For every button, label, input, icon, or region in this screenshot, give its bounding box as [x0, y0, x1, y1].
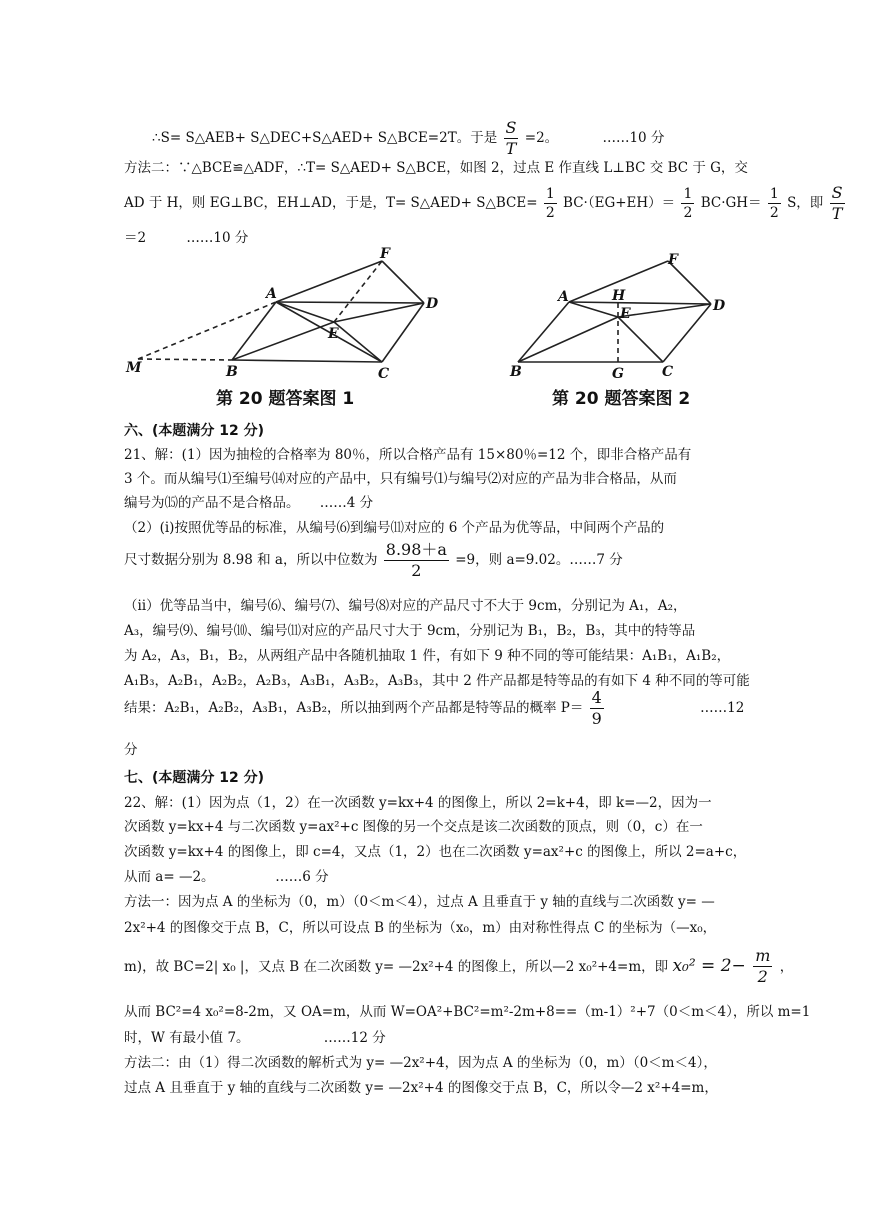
text-segment: 结果：A₂B₁，A₂B₂，A₃B₁，A₃B₂，所以抽到两个产品都是特等品的概率 P＝	[124, 700, 584, 716]
segment-cd	[663, 304, 711, 362]
fraction-denominator: 9	[591, 709, 602, 728]
text-line: 编号为⒂的产品不是合格品。 ……4 分	[124, 495, 374, 511]
fraction-numerator: m	[755, 946, 771, 965]
segment-be	[518, 317, 618, 362]
segment-bc	[232, 360, 382, 362]
label-d: D	[713, 298, 726, 314]
figure-1-caption: 第 20 题答案图 1	[216, 389, 355, 409]
text-line	[124, 540, 623, 581]
text-segment: S，即	[787, 195, 824, 211]
text-segment: ＝2	[124, 230, 147, 246]
expression-lhs: x₀² = 2−	[672, 956, 746, 976]
figure-1	[124, 246, 454, 409]
text-line: 从而 a= —2。 ……6 分	[124, 869, 329, 885]
text-line: 22、解：(1）因为点（1，2）在一次函数 y=kx+4 的图像上，所以 2=k+4，即 k=—2，因为一	[124, 795, 712, 811]
x0-squared-expression	[672, 946, 779, 986]
fraction-denominator: 2	[683, 205, 693, 221]
text-line: （ⅱ）优等品当中，编号⑹、编号⑺、编号⑻对应的产品尺寸不大于 9cm，分别记为 A₁，A₂，	[124, 598, 687, 614]
fraction-median	[384, 540, 449, 581]
fraction-numerator: S	[831, 183, 843, 202]
segment-ec	[334, 322, 382, 362]
figure-2-drawing	[506, 246, 736, 406]
segment-ad	[569, 302, 711, 304]
text-segment: BC·GH＝	[700, 195, 762, 211]
label-e: E	[328, 326, 339, 342]
text-line: 21、解：(1）因为抽检的合格率为 80％，所以合格产品有 15×80％=12 个，即非合格产品有	[124, 447, 692, 463]
segment-ae	[569, 302, 618, 317]
fraction-numerator: 8.98＋a	[385, 540, 447, 559]
label-b: B	[226, 364, 238, 380]
text-line: 为 A₂，A₃，B₁，B₂，从两组产品中各随机抽取 1 件，有如下 9 种不同的等可能结果：A₁B₁，A₁B₂，	[124, 648, 731, 664]
label-b: B	[510, 364, 522, 380]
label-g: G	[612, 366, 624, 382]
label-a: A	[266, 286, 277, 302]
fraction-numerator: 1	[545, 186, 555, 202]
segment-cd	[382, 303, 424, 362]
text-line: 时，W 有最小值 7。 ……12 分	[124, 1030, 386, 1046]
figure-2-caption: 第 20 题答案图 2	[552, 389, 691, 409]
fraction-numerator: 4	[591, 688, 602, 707]
segment-ab	[518, 302, 569, 362]
text-segment: =9，则 a=9.02。……7 分	[455, 552, 623, 568]
text-line: 次函数 y=kx+4 的图像上，即 c=4，又点（1，2）也在二次函数 y=ax²+c 的图像上，所以 2=a+c，	[124, 844, 747, 860]
figure-1-drawing	[124, 246, 454, 406]
label-m: M	[126, 360, 142, 376]
text-line: 次函数 y=kx+4 与二次函数 y=ax²+c 图像的另一个交点是该二次函数的顶点，则（0，c）在一	[124, 819, 703, 835]
score-marker: ……12	[700, 700, 745, 716]
score-marker: ……10 分	[186, 230, 249, 246]
fraction-s-over-t	[830, 183, 845, 224]
text-segment: BC·（EG+EH）＝	[563, 195, 676, 211]
text-segment: ，	[779, 959, 794, 975]
fraction-s-over-t	[504, 118, 519, 159]
label-h: H	[612, 288, 626, 304]
fraction-denominator: T	[505, 139, 517, 158]
label-d: D	[426, 296, 439, 312]
label-c: C	[662, 364, 674, 380]
label-e: E	[620, 306, 631, 322]
text-line: 方法二：由（1）得二次函数的解析式为 y= —2x²+4，因为点 A 的坐标为（0，m）（0＜m＜4），	[124, 1055, 717, 1071]
text-line: A₃，编号⑼、编号⑽、编号⑾对应的产品尺寸大于 9cm，分别记为 B₁，B₂，B₃，其中的特等品	[124, 623, 696, 639]
fraction-denominator: 2	[757, 967, 768, 986]
label-f: F	[668, 252, 678, 268]
text-line: 分	[124, 742, 138, 758]
text-line: A₁B₃，A₂B₁，A₂B₂，A₂B₃，A₃B₁，A₃B₂，A₃B₃，其中 2 件产品都是特等品的有如下 4 种不同的等可能	[124, 673, 750, 689]
score-marker: ……10 分	[602, 130, 665, 146]
fraction-denominator: 2	[411, 561, 422, 580]
segment-af	[276, 261, 382, 302]
label-a: A	[558, 289, 569, 305]
text-line: 方法一：因为点 A 的坐标为（0，m）（0＜m＜4），过点 A 且垂直于 y 轴的直线与二次函数 y= —	[124, 894, 715, 910]
text-line: 2x²+4 的图像交于点 B，C，所以可设点 B 的坐标为（x₀，m）由对称性得点 C 的坐标为（—x₀，	[124, 920, 717, 936]
segment-mb-dashed	[138, 359, 232, 360]
text-segment: m)，故 BC=2| x₀ |，又点 B 在二次函数 y= —2x²+4 的图像上，所以—2 x₀²+4=m，即	[124, 959, 669, 975]
fraction-numerator: 1	[683, 186, 693, 202]
fraction-half	[768, 185, 781, 222]
section-heading: 七、(本题满分 12 分)	[124, 770, 265, 786]
fraction-denominator: T	[831, 204, 843, 223]
text-line	[152, 118, 664, 159]
text-line: 方法二：∵△BCE≌△ADF，∴T= S△AED+ S△BCE，如图 2，过点 E 作直线 L⊥BC 交 BC 于 G，交	[124, 160, 748, 176]
label-c: C	[378, 366, 390, 382]
section-heading: 六、(本题满分 12 分)	[124, 423, 265, 439]
fraction-numerator: S	[505, 118, 517, 137]
fraction-half	[544, 185, 557, 222]
label-f: F	[380, 246, 390, 262]
text-segment: =2。	[524, 130, 559, 146]
text-line	[124, 229, 248, 247]
fraction-denominator: 2	[769, 205, 779, 221]
figure-2	[506, 246, 736, 409]
segment-ed	[618, 304, 711, 317]
text-line: 从而 BC²=4 x₀²=8-2m，又 OA=m，从而 W=OA²+BC²=m²-2m+8==（m-1）²+7（0＜m＜4），所以 m=1	[124, 1004, 811, 1020]
segment-ec	[618, 317, 663, 362]
text-segment: ∴S= S△AEB+ S△DEC+S△AED+ S△BCE=2T。于是	[152, 130, 498, 146]
fraction-m-over-2	[753, 946, 772, 987]
text-line: 过点 A 且垂直于 y 轴的直线与二次函数 y= —2x²+4 的图像交于点 B，C，所以令—2 x²+4=m，	[124, 1080, 718, 1096]
segment-ad	[276, 302, 424, 303]
fraction-probability	[590, 688, 604, 729]
fraction-half	[681, 185, 694, 222]
fraction-numerator: 1	[769, 186, 779, 202]
text-segment: 尺寸数据分别为 8.98 和 a，所以中位数为	[124, 552, 378, 568]
fraction-denominator: 2	[545, 205, 555, 221]
text-line: （2）(ⅰ)按照优等品的标准，从编号⑹到编号⑾对应的 6 个产品为优等品，中间两个产品的	[124, 520, 665, 536]
text-line	[124, 946, 793, 987]
text-line	[124, 688, 744, 729]
text-segment: AD 于 H，则 EG⊥BC，EH⊥AD，于是，T= S△AED+ S△BCE=	[124, 195, 538, 211]
text-line	[124, 183, 847, 224]
segment-fd	[382, 261, 424, 303]
text-line: 3 个。而从编号⑴至编号⒁对应的产品中，只有编号⑴与编号⑵对应的产品为非合格品，从而	[124, 471, 677, 487]
